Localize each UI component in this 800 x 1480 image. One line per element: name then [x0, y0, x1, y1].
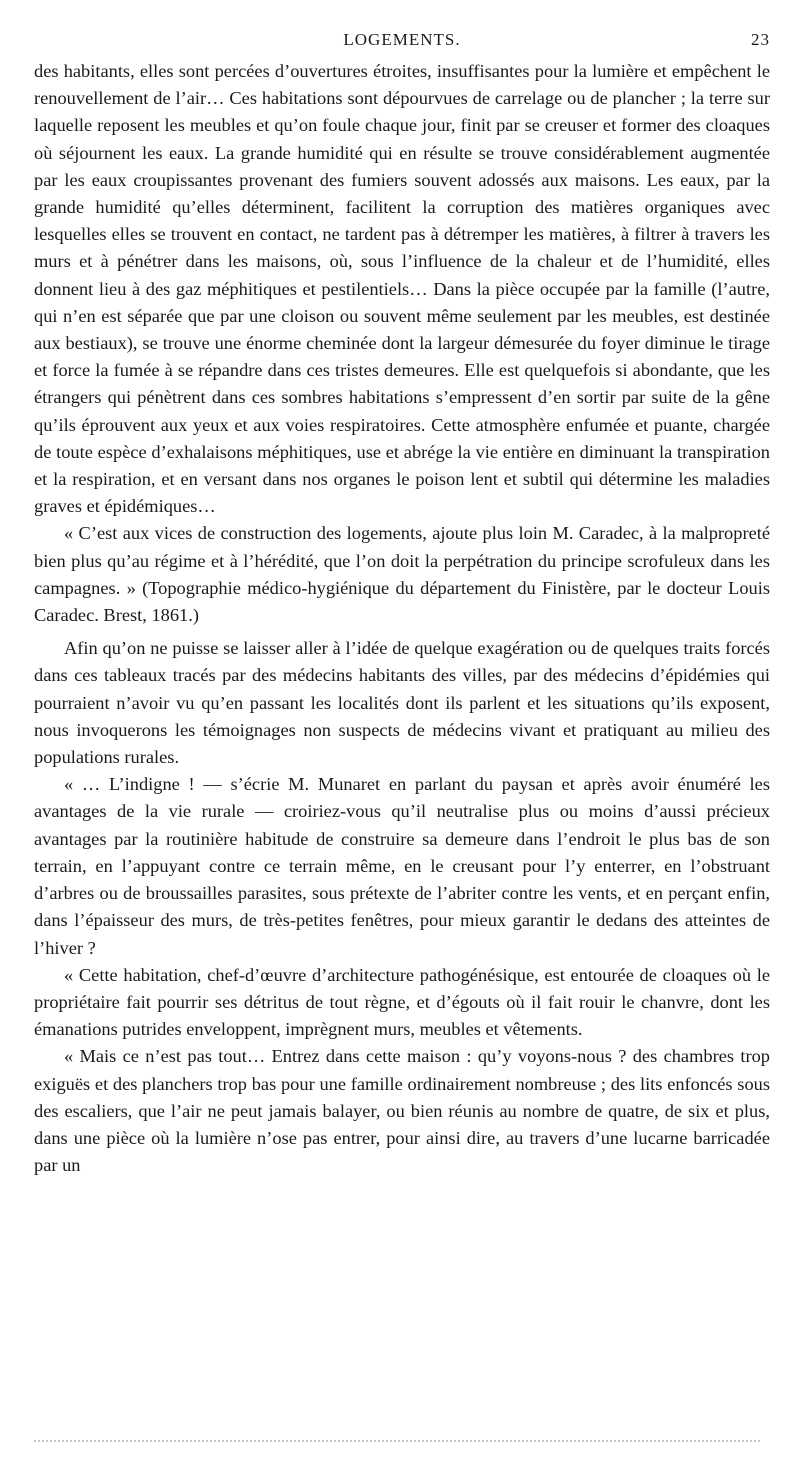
paragraph-habitation: « Cette habitation, chef-d’œuvre d’architecture pathogénésique, est entourée de cloaques où le propriétaire fait pourrir ses détritus de tout règne, et d’égouts où il fait rouir le chanvre, dont les émanations putrides enveloppent, imprègnent murs, meubles et vêtements.	[34, 964, 770, 1040]
paragraph-caradec-quote: « C’est aux vices de construction des logements, ajoute plus loin M. Caradec, à la malpropreté bien plus qu’au régime et à l’hérédité, que l’on doit la perpétration du principe scrofuleux dans les campagnes. » (Topographie médico-hygiénique du département du Finistère, par le docteur Louis Caradec. Brest, 1861.)	[34, 523, 770, 626]
bottom-rule	[34, 1440, 760, 1442]
paragraph-testimonies: Afin qu’on ne puisse se laisser aller à l’idée de quelque exagération ou de quelques traits forcés dans ces tableaux tracés par des médecins habitants des villes, par des médecins d’épidémies qui pourraient n’avoir vu qu’en passant les localités dont ils parlent et les situations qu’ils exposent, nous invoquerons les témoignages non suspects de médecins vivant et pratiquant au milieu des populations rurales.	[34, 638, 770, 768]
paragraph-continuation: des habitants, elles sont percées d’ouvertures étroites, insuffisantes pour la lumière et empêchent le renouvellement de l’air… Ces habitations sont dépourvues de carrelage ou de plancher ; la terre sur laquelle reposent les meubles et qu’on foule chaque jour, finit par se creuser et former des cloaques où séjournent les eaux. La grande humidité qui en résulte se trouve considérablement augmentée par les eaux croupissantes provenant des fumiers souvent adossés aux maisons. Les eaux, par la grande humidité qu’elles déterminent, facilitent la corruption des matières organiques avec lesquelles elles se trouvent en contact, ne tardent pas à détremper les matières, à filtrer à travers les murs et à pénétrer dans les maisons, où, sous l’influence de la chaleur et de l’humidité, elles donnent lieu à des gaz méphitiques et pestilentiels… Dans la pièce occupée par la famille (l’autre, qui n’en est séparée que par une cloison ou souvent même seulement par les meubles, est destinée aux bestiaux), se trouve une énorme cheminée dont la largeur démesurée du foyer diminue le tirage et force la fumée à se répandre dans ces tristes demeures. Elle est quelquefois si abondante, que les étrangers qui pénètrent dans ces sombres habitations s’empressent d’en sortir par suite de la gêne qu’ils éprouvent aux yeux et aux voies respiratoires. Cette atmosphère enfumée et puante, chargée de toute espèce d’exhalaisons méphitiques, use et abrége la vie entière en diminuant la transpiration et la respiration, et en versant dans nos organes le poison lent et subtil qui détermine les maladies graves et épidémiques…	[34, 61, 770, 517]
paragraph-interior: « Mais ce n’est pas tout… Entrez dans cette maison : qu’y voyons-nous ? des chambres trop exiguës et des planchers trop bas pour une famille ordinairement nombreuse ; des lits enfoncés sous des escaliers, que l’air ne peut jamais balayer, ou bien réunis au nombre de quatre, de six et plus, dans une pièce où la lumière n’ose pas entrer, pour ainsi dire, au travers d’une lucarne barricadée par un	[34, 1046, 770, 1176]
running-head	[34, 30, 770, 56]
paragraph-munaret-quote: « … L’indigne ! — s’écrie M. Munaret en parlant du paysan et après avoir énuméré les avantages de la vie rurale — croiriez-vous qu’il neutralise plus ou moins d’aussi précieux avantages par la routinière habitude de construire sa demeure dans l’endroit le plus bas de son terrain, en l’appuyant contre ce terrain même, en le creusant pour l’y enterrer, en l’obstruant d’arbres ou de broussailles parasites, sous prétexte de l’abriter contre les vents, et en perçant enfin, dans l’épaisseur des murs, de très-petites fenêtres, pour mieux garantir le dedans des atteintes de l’hiver ?	[34, 774, 770, 958]
running-title: LOGEMENTS.	[343, 30, 461, 49]
body-text	[34, 58, 770, 1179]
page-number: 23	[751, 30, 770, 49]
